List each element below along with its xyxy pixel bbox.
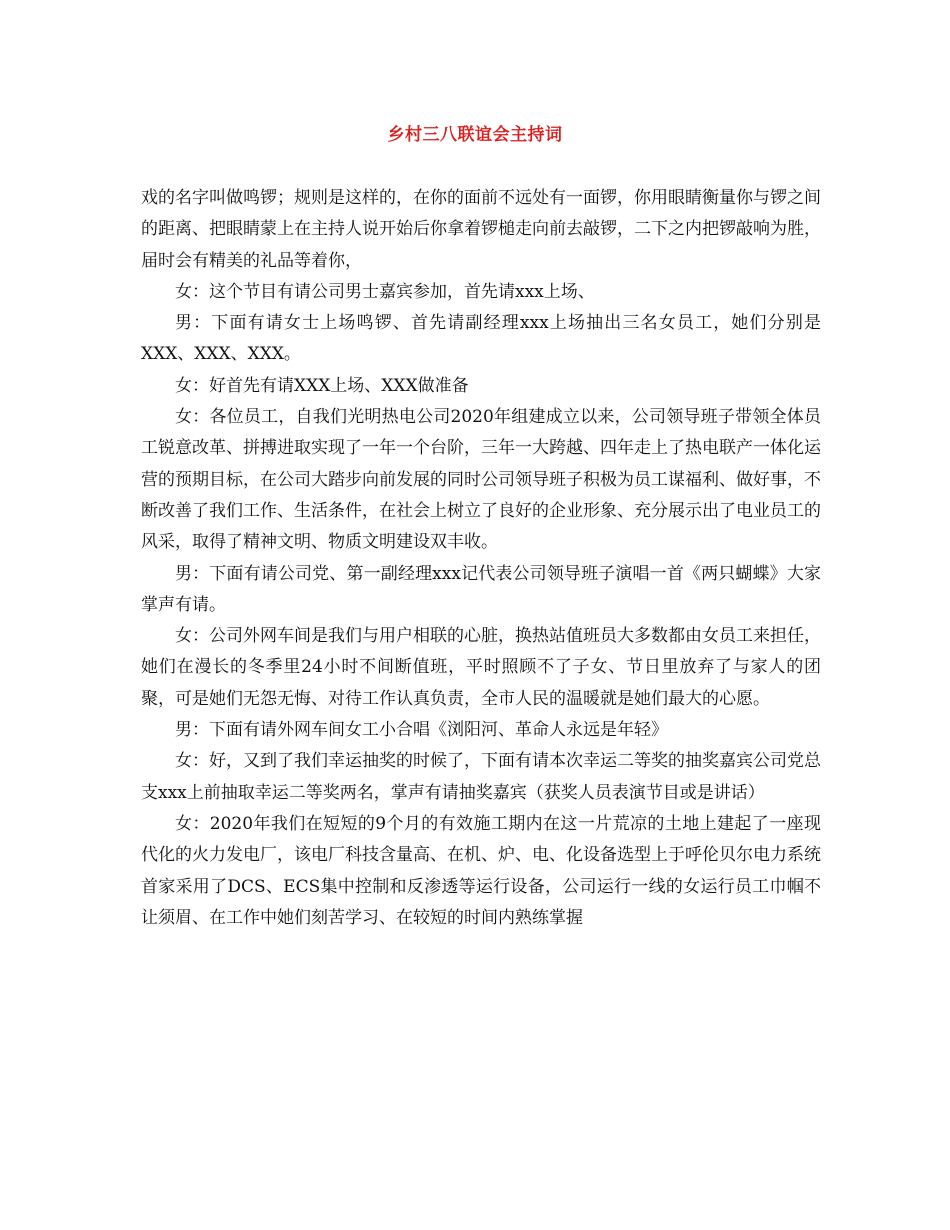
- paragraph: 戏的名字叫做鸣锣；规则是这样的，在你的面前不远处有一面锣，你用眼睛衡量你与锣之间的距离、把眼睛蒙上在主持人说开始后你拿着锣槌走向前去敲锣，二下之内把锣敲响为胜，届时会有精美的礼品等着你，: [141, 188, 821, 271]
- paragraph: 女：2020年我们在短短的9个月的有效施工期内在这一片荒凉的土地上建起了一座现代化的火力发电厂，该电厂科技含量高、在机、炉、电、化设备选型上于呼伦贝尔电力系统首家采用了DCS、ECS集中控制和反渗透等运行设备，公司运行一线的女运行员工巾帼不让须眉、在工作中她们刻苦学习、在较短的时间内熟练掌握: [141, 813, 821, 928]
- paragraph: 男：下面有请外网车间女工小合唱《浏阳河、革命人永远是年轻》: [175, 720, 668, 741]
- paragraph: 女：公司外网车间是我们与用户相联的心脏，换热站值班员大多数都由女员工来担任，她们在漫长的冬季里24小时不间断值班，平时照顾不了子女、节日里放弃了与家人的团聚，可是她们无怨无悔、对待工作认真负责，全市人民的温暖就是她们最大的心愿。: [141, 626, 821, 709]
- paragraph: 女：好，又到了我们幸运抽奖的时候了，下面有请本次幸运二等奖的抽奖嘉宾公司党总支xxx上前抽取幸运二等奖两名，掌声有请抽奖嘉宾（获奖人员表演节目或是讲话）: [141, 751, 821, 803]
- document-title: 乡村三八联谊会主持词: [387, 125, 563, 145]
- paragraph: 男：下面有请公司党、第一副经理xxx记代表公司领导班子演唱一首《两只蝴蝶》大家掌声有请。: [141, 563, 821, 615]
- paragraph: 女：好首先有请XXX上场、XXX做准备: [175, 375, 469, 396]
- paragraph: 女：这个节目有请公司男士嘉宾参加，首先请xxx上场、: [175, 281, 595, 302]
- paragraph: 男：下面有请女士上场鸣锣、首先请副经理xxx上场抽出三名女员工，她们分别是 XXX、XXX、XXX。: [141, 313, 821, 365]
- document-body: [141, 183, 821, 934]
- paragraph: 女：各位员工，自我们光明热电公司2020年组建成立以来，公司领导班子带领全体员工锐意改革、拼搏进取实现了一年一个台阶，三年一大跨越、四年走上了热电联产一体化运营的预期目标，在公司大踏步向前发展的同时公司领导班子积极为员工谋福利、做好事，不断改善了我们工作、生活条件，在社会上树立了良好的企业形象、充分展示出了电业员工的风采，取得了精神文明、物质文明建设双丰收。: [141, 407, 821, 553]
